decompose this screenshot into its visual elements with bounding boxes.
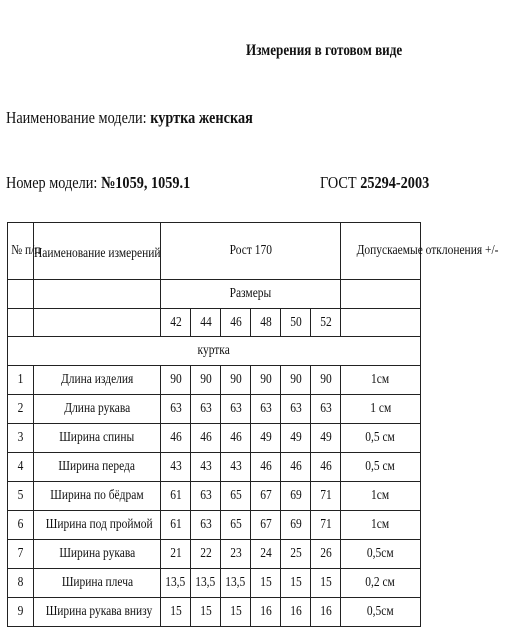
measurement-value: 63 <box>191 482 221 511</box>
empty-cell <box>34 280 161 309</box>
measurement-value: 43 <box>221 453 251 482</box>
model-number-value: №1059, 1059.1 <box>100 173 191 192</box>
measurement-value: 90 <box>221 366 251 395</box>
measurement-value: 46 <box>161 424 191 453</box>
measurement-value: 46 <box>251 453 281 482</box>
section-label: куртка <box>8 337 421 366</box>
measurement-value: 61 <box>161 482 191 511</box>
tolerance-value: 1см <box>341 511 421 540</box>
measurement-name: Ширина по бёдрам <box>34 482 161 511</box>
row-number: 1 <box>8 366 34 395</box>
empty-cell <box>341 280 421 309</box>
table-row <box>8 598 421 627</box>
measurement-value: 46 <box>281 453 311 482</box>
table-row <box>8 569 421 598</box>
measurement-value: 69 <box>281 511 311 540</box>
measurement-value: 13,5 <box>191 569 221 598</box>
row-number: 2 <box>8 395 34 424</box>
sizes-label-row <box>8 280 421 309</box>
model-number-line <box>6 173 190 193</box>
measurement-name: Ширина рукава <box>34 540 161 569</box>
table-row <box>8 540 421 569</box>
tolerance-value: 1см <box>341 482 421 511</box>
row-number: 6 <box>8 511 34 540</box>
tolerance-value: 0,5см <box>341 540 421 569</box>
measurement-value: 63 <box>221 395 251 424</box>
measurement-name: Длина изделия <box>34 366 161 395</box>
model-name-value: куртка женская <box>150 108 253 127</box>
measurements-table <box>7 222 499 627</box>
measurement-name: Ширина под проймой <box>34 511 161 540</box>
measurement-value: 90 <box>191 366 221 395</box>
measurement-name: Ширина рукава внизу <box>34 598 161 627</box>
measurement-value: 63 <box>251 395 281 424</box>
table-row <box>8 424 421 453</box>
col-header-tolerance: Допускаемые отклонения +/- <box>341 223 421 280</box>
measurement-value: 15 <box>191 598 221 627</box>
measurement-value: 23 <box>221 540 251 569</box>
measurement-value: 21 <box>161 540 191 569</box>
measurement-value: 61 <box>161 511 191 540</box>
measurement-value: 13,5 <box>221 569 251 598</box>
measurement-value: 67 <box>251 511 281 540</box>
section-row <box>8 337 421 366</box>
measurement-name: Ширина переда <box>34 453 161 482</box>
gost-line <box>320 173 429 193</box>
size-cell: 52 <box>311 309 341 337</box>
measurement-value: 90 <box>251 366 281 395</box>
empty-cell <box>8 280 34 309</box>
empty-cell <box>34 309 161 337</box>
size-cell: 50 <box>281 309 311 337</box>
measurement-value: 15 <box>221 598 251 627</box>
measurement-value: 13,5 <box>161 569 191 598</box>
empty-cell <box>341 309 421 337</box>
row-number: 4 <box>8 453 34 482</box>
row-number: 8 <box>8 569 34 598</box>
measurement-value: 15 <box>281 569 311 598</box>
measurement-value: 16 <box>281 598 311 627</box>
table-row <box>8 395 421 424</box>
tolerance-value: 1см <box>341 366 421 395</box>
measurement-value: 25 <box>281 540 311 569</box>
sizes-row <box>8 309 421 337</box>
measurement-value: 16 <box>311 598 341 627</box>
size-cell: 48 <box>251 309 281 337</box>
model-name-label: Наименование модели: <box>6 108 147 127</box>
measurement-value: 63 <box>311 395 341 424</box>
model-name-line <box>6 108 253 128</box>
measurement-value: 43 <box>161 453 191 482</box>
measurement-value: 63 <box>161 395 191 424</box>
measurement-value: 43 <box>191 453 221 482</box>
measurement-value: 49 <box>281 424 311 453</box>
measurement-value: 15 <box>161 598 191 627</box>
measurement-value: 16 <box>251 598 281 627</box>
col-header-name: Наименование измерений <box>34 223 161 280</box>
measurement-value: 49 <box>311 424 341 453</box>
measurement-value: 63 <box>281 395 311 424</box>
tolerance-value: 0,5 см <box>341 453 421 482</box>
measurement-value: 90 <box>311 366 341 395</box>
measurement-value: 46 <box>191 424 221 453</box>
size-cell: 44 <box>191 309 221 337</box>
table-row <box>8 453 421 482</box>
tolerance-value: 1 см <box>341 395 421 424</box>
sizes-label: Размеры <box>161 280 341 309</box>
row-number: 7 <box>8 540 34 569</box>
measurement-value: 71 <box>311 482 341 511</box>
measurement-value: 65 <box>221 482 251 511</box>
measurement-value: 22 <box>191 540 221 569</box>
size-cell: 46 <box>221 309 251 337</box>
measurement-value: 46 <box>221 424 251 453</box>
measurement-value: 90 <box>281 366 311 395</box>
model-number-label: Номер модели: <box>6 173 98 192</box>
row-number: 3 <box>8 424 34 453</box>
document-title: Измерения в готовом виде <box>246 42 403 59</box>
measurement-value: 15 <box>251 569 281 598</box>
tolerance-value: 0,5 см <box>341 424 421 453</box>
col-header-number: № п/п <box>8 223 34 280</box>
measurement-value: 49 <box>251 424 281 453</box>
size-cell: 42 <box>161 309 191 337</box>
empty-cell <box>8 309 34 337</box>
measurement-value: 71 <box>311 511 341 540</box>
measurement-name: Длина рукава <box>34 395 161 424</box>
table-row <box>8 482 421 511</box>
row-number: 5 <box>8 482 34 511</box>
measurement-value: 15 <box>311 569 341 598</box>
tolerance-value: 0,2 см <box>341 569 421 598</box>
tolerance-value: 0,5см <box>341 598 421 627</box>
measurement-name: Ширина спины <box>34 424 161 453</box>
table-row <box>8 366 421 395</box>
measurement-value: 69 <box>281 482 311 511</box>
measurement-value: 46 <box>311 453 341 482</box>
measurement-value: 65 <box>221 511 251 540</box>
measurement-value: 24 <box>251 540 281 569</box>
measurement-name: Ширина плеча <box>34 569 161 598</box>
gost-value: 25294-2003 <box>360 173 430 192</box>
measurement-value: 26 <box>311 540 341 569</box>
gost-label: ГОСТ <box>320 173 357 192</box>
measurement-value: 67 <box>251 482 281 511</box>
table-header-row <box>8 223 421 280</box>
col-header-height: Рост 170 <box>161 223 341 280</box>
measurement-value: 63 <box>191 395 221 424</box>
measurement-value: 90 <box>161 366 191 395</box>
table-row <box>8 511 421 540</box>
measurement-value: 63 <box>191 511 221 540</box>
row-number: 9 <box>8 598 34 627</box>
